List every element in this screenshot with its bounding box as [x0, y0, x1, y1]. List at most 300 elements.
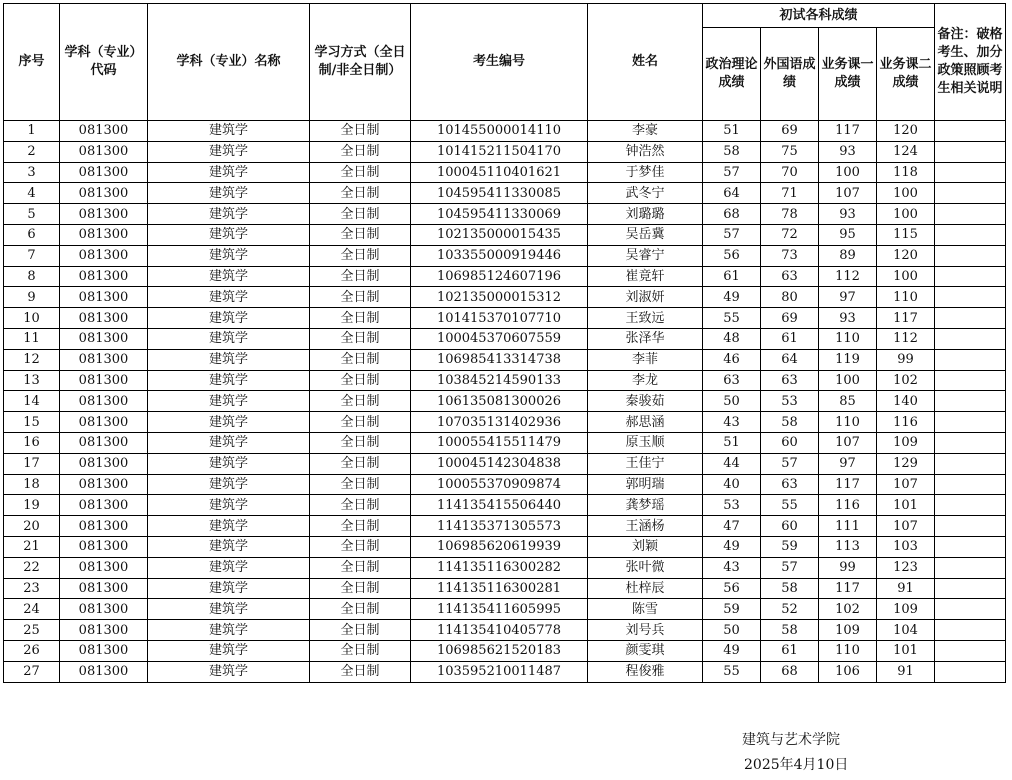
cell-politics: 51	[703, 121, 761, 142]
cell-politics: 43	[703, 557, 761, 578]
cell-foreign: 57	[761, 557, 819, 578]
cell-name: 建筑学	[148, 474, 310, 495]
cell-name: 建筑学	[148, 349, 310, 370]
cell-exam-id: 114135411605995	[411, 599, 588, 620]
cell-politics: 49	[703, 640, 761, 661]
cell-course2: 120	[877, 121, 935, 142]
cell-seq: 1	[4, 121, 60, 142]
cell-exam-id: 100045370607559	[411, 328, 588, 349]
table-row	[4, 640, 1006, 661]
cell-remark	[935, 474, 1006, 495]
cell-seq: 15	[4, 412, 60, 433]
cell-remark	[935, 495, 1006, 516]
cell-remark	[935, 224, 1006, 245]
cell-code: 081300	[60, 328, 148, 349]
cell-name: 建筑学	[148, 640, 310, 661]
cell-name: 建筑学	[148, 287, 310, 308]
cell-politics: 61	[703, 266, 761, 287]
cell-mode: 全日制	[310, 162, 411, 183]
cell-student: 李龙	[588, 370, 703, 391]
table-row	[4, 121, 1006, 142]
cell-course2: 104	[877, 620, 935, 641]
cell-seq: 12	[4, 349, 60, 370]
cell-code: 081300	[60, 349, 148, 370]
cell-exam-id: 101415211504170	[411, 141, 588, 162]
cell-politics: 64	[703, 183, 761, 204]
cell-name: 建筑学	[148, 516, 310, 537]
table-row	[4, 432, 1006, 453]
cell-code: 081300	[60, 495, 148, 516]
cell-course2: 112	[877, 328, 935, 349]
cell-course2: 118	[877, 162, 935, 183]
cell-student: 杜梓辰	[588, 578, 703, 599]
cell-politics: 46	[703, 349, 761, 370]
cell-remark	[935, 370, 1006, 391]
cell-foreign: 78	[761, 204, 819, 225]
cell-exam-id: 106985413314738	[411, 349, 588, 370]
cell-seq: 25	[4, 620, 60, 641]
cell-course1: 95	[819, 224, 877, 245]
cell-course1: 97	[819, 453, 877, 474]
header-politics: 政治理论成绩	[703, 28, 761, 121]
header-foreign: 外国语成绩	[761, 28, 819, 121]
cell-student: 颜雯琪	[588, 640, 703, 661]
cell-politics: 59	[703, 599, 761, 620]
cell-politics: 53	[703, 495, 761, 516]
cell-mode: 全日制	[310, 640, 411, 661]
cell-course2: 109	[877, 432, 935, 453]
cell-course1: 89	[819, 245, 877, 266]
cell-seq: 22	[4, 557, 60, 578]
cell-code: 081300	[60, 578, 148, 599]
footer-org: 建筑与艺术学院	[742, 732, 840, 748]
cell-mode: 全日制	[310, 391, 411, 412]
cell-remark	[935, 162, 1006, 183]
cell-remark	[935, 308, 1006, 329]
cell-remark	[935, 620, 1006, 641]
cell-course2: 100	[877, 204, 935, 225]
cell-name: 建筑学	[148, 453, 310, 474]
cell-politics: 47	[703, 516, 761, 537]
header-mode: 学习方式（全日制/非全日制）	[310, 4, 411, 121]
cell-politics: 50	[703, 620, 761, 641]
cell-seq: 7	[4, 245, 60, 266]
table-row	[4, 599, 1006, 620]
cell-mode: 全日制	[310, 328, 411, 349]
table-row	[4, 412, 1006, 433]
cell-course2: 117	[877, 308, 935, 329]
cell-code: 081300	[60, 391, 148, 412]
cell-seq: 23	[4, 578, 60, 599]
cell-name: 建筑学	[148, 661, 310, 682]
cell-foreign: 63	[761, 474, 819, 495]
cell-course2: 107	[877, 474, 935, 495]
cell-name: 建筑学	[148, 620, 310, 641]
cell-course1: 119	[819, 349, 877, 370]
cell-remark	[935, 266, 1006, 287]
cell-mode: 全日制	[310, 121, 411, 142]
cell-course2: 109	[877, 599, 935, 620]
cell-remark	[935, 245, 1006, 266]
cell-foreign: 63	[761, 266, 819, 287]
cell-course2: 120	[877, 245, 935, 266]
cell-name: 建筑学	[148, 432, 310, 453]
cell-mode: 全日制	[310, 453, 411, 474]
cell-exam-id: 107035131402936	[411, 412, 588, 433]
cell-course1: 113	[819, 536, 877, 557]
cell-remark	[935, 536, 1006, 557]
cell-code: 081300	[60, 287, 148, 308]
cell-politics: 49	[703, 536, 761, 557]
cell-name: 建筑学	[148, 578, 310, 599]
cell-foreign: 64	[761, 349, 819, 370]
header-remark: 备注：破格考生、加分政策照顾考生相关说明	[935, 4, 1006, 121]
table-row	[4, 162, 1006, 183]
table-row	[4, 141, 1006, 162]
cell-exam-id: 100045110401621	[411, 162, 588, 183]
cell-remark	[935, 204, 1006, 225]
table-row	[4, 557, 1006, 578]
cell-seq: 24	[4, 599, 60, 620]
cell-course2: 100	[877, 183, 935, 204]
cell-name: 建筑学	[148, 370, 310, 391]
cell-politics: 40	[703, 474, 761, 495]
cell-name: 建筑学	[148, 308, 310, 329]
cell-remark	[935, 141, 1006, 162]
cell-name: 建筑学	[148, 162, 310, 183]
cell-remark	[935, 578, 1006, 599]
cell-foreign: 70	[761, 162, 819, 183]
cell-foreign: 80	[761, 287, 819, 308]
cell-exam-id: 104595411330085	[411, 183, 588, 204]
cell-politics: 55	[703, 308, 761, 329]
cell-name: 建筑学	[148, 536, 310, 557]
cell-name: 建筑学	[148, 224, 310, 245]
cell-course2: 124	[877, 141, 935, 162]
cell-mode: 全日制	[310, 204, 411, 225]
cell-mode: 全日制	[310, 474, 411, 495]
cell-exam-id: 114135116300282	[411, 557, 588, 578]
cell-student: 吴睿宁	[588, 245, 703, 266]
cell-foreign: 68	[761, 661, 819, 682]
cell-seq: 8	[4, 266, 60, 287]
cell-politics: 56	[703, 245, 761, 266]
cell-mode: 全日制	[310, 620, 411, 641]
cell-politics: 56	[703, 578, 761, 599]
cell-name: 建筑学	[148, 245, 310, 266]
cell-mode: 全日制	[310, 287, 411, 308]
cell-course1: 107	[819, 432, 877, 453]
cell-remark	[935, 349, 1006, 370]
cell-seq: 11	[4, 328, 60, 349]
cell-exam-id: 106985620619939	[411, 536, 588, 557]
header-course1: 业务课一成绩	[819, 28, 877, 121]
cell-exam-id: 114135371305573	[411, 516, 588, 537]
cell-code: 081300	[60, 474, 148, 495]
cell-politics: 44	[703, 453, 761, 474]
cell-course1: 110	[819, 328, 877, 349]
cell-code: 081300	[60, 183, 148, 204]
cell-politics: 43	[703, 412, 761, 433]
cell-student: 张泽华	[588, 328, 703, 349]
cell-code: 081300	[60, 599, 148, 620]
table-row	[4, 287, 1006, 308]
cell-code: 081300	[60, 204, 148, 225]
cell-foreign: 72	[761, 224, 819, 245]
cell-foreign: 73	[761, 245, 819, 266]
cell-mode: 全日制	[310, 266, 411, 287]
cell-foreign: 71	[761, 183, 819, 204]
cell-mode: 全日制	[310, 183, 411, 204]
table-row	[4, 474, 1006, 495]
cell-name: 建筑学	[148, 204, 310, 225]
header-seq: 序号	[4, 4, 60, 121]
table-row	[4, 453, 1006, 474]
cell-course1: 106	[819, 661, 877, 682]
cell-student: 王佳宁	[588, 453, 703, 474]
cell-code: 081300	[60, 557, 148, 578]
cell-code: 081300	[60, 536, 148, 557]
cell-code: 081300	[60, 266, 148, 287]
footer-date: 2025年4月10日	[744, 757, 849, 773]
cell-code: 081300	[60, 661, 148, 682]
cell-seq: 21	[4, 536, 60, 557]
cell-student: 于梦佳	[588, 162, 703, 183]
cell-mode: 全日制	[310, 661, 411, 682]
cell-course2: 140	[877, 391, 935, 412]
cell-student: 郭明瑞	[588, 474, 703, 495]
cell-exam-id: 114135415506440	[411, 495, 588, 516]
cell-foreign: 58	[761, 412, 819, 433]
cell-course1: 117	[819, 578, 877, 599]
table-row	[4, 536, 1006, 557]
cell-seq: 14	[4, 391, 60, 412]
cell-exam-id: 100055370909874	[411, 474, 588, 495]
cell-name: 建筑学	[148, 141, 310, 162]
cell-exam-id: 106135081300026	[411, 391, 588, 412]
table-row	[4, 516, 1006, 537]
cell-mode: 全日制	[310, 412, 411, 433]
cell-code: 081300	[60, 370, 148, 391]
cell-student: 刘号兵	[588, 620, 703, 641]
cell-student: 崔竟轩	[588, 266, 703, 287]
cell-remark	[935, 328, 1006, 349]
cell-name: 建筑学	[148, 121, 310, 142]
cell-code: 081300	[60, 640, 148, 661]
cell-student: 陈雪	[588, 599, 703, 620]
cell-mode: 全日制	[310, 557, 411, 578]
cell-foreign: 75	[761, 141, 819, 162]
cell-mode: 全日制	[310, 516, 411, 537]
cell-course2: 123	[877, 557, 935, 578]
cell-foreign: 61	[761, 640, 819, 661]
cell-mode: 全日制	[310, 370, 411, 391]
cell-course2: 99	[877, 349, 935, 370]
cell-student: 张叶微	[588, 557, 703, 578]
table-row	[4, 245, 1006, 266]
cell-foreign: 63	[761, 370, 819, 391]
cell-student: 龚梦瑶	[588, 495, 703, 516]
cell-course2: 103	[877, 536, 935, 557]
table-row	[4, 349, 1006, 370]
cell-code: 081300	[60, 245, 148, 266]
cell-course2: 129	[877, 453, 935, 474]
cell-foreign: 61	[761, 328, 819, 349]
score-table	[3, 3, 1006, 683]
cell-mode: 全日制	[310, 349, 411, 370]
cell-course2: 101	[877, 640, 935, 661]
cell-remark	[935, 640, 1006, 661]
cell-politics: 63	[703, 370, 761, 391]
cell-course1: 107	[819, 183, 877, 204]
cell-course1: 110	[819, 412, 877, 433]
table-row	[4, 328, 1006, 349]
table-row	[4, 204, 1006, 225]
table-row	[4, 620, 1006, 641]
header-code: 学科（专业）代码	[60, 4, 148, 121]
cell-seq: 16	[4, 432, 60, 453]
cell-seq: 13	[4, 370, 60, 391]
cell-remark	[935, 121, 1006, 142]
cell-exam-id: 100055415511479	[411, 432, 588, 453]
cell-seq: 18	[4, 474, 60, 495]
table-row	[4, 308, 1006, 329]
cell-course2: 91	[877, 578, 935, 599]
cell-foreign: 69	[761, 308, 819, 329]
table-row	[4, 183, 1006, 204]
cell-course1: 93	[819, 308, 877, 329]
cell-course2: 102	[877, 370, 935, 391]
table-row	[4, 661, 1006, 682]
cell-student: 王致远	[588, 308, 703, 329]
cell-seq: 19	[4, 495, 60, 516]
cell-exam-id: 102135000015435	[411, 224, 588, 245]
cell-student: 郝思涵	[588, 412, 703, 433]
cell-student: 王涵杨	[588, 516, 703, 537]
cell-remark	[935, 412, 1006, 433]
cell-politics: 57	[703, 162, 761, 183]
table-row	[4, 370, 1006, 391]
cell-code: 081300	[60, 308, 148, 329]
cell-politics: 55	[703, 661, 761, 682]
table-row	[4, 495, 1006, 516]
cell-mode: 全日制	[310, 578, 411, 599]
table-body	[4, 121, 1006, 683]
cell-student: 武冬宁	[588, 183, 703, 204]
cell-foreign: 60	[761, 432, 819, 453]
cell-exam-id: 102135000015312	[411, 287, 588, 308]
cell-seq: 27	[4, 661, 60, 682]
cell-student: 秦骏茹	[588, 391, 703, 412]
table-row	[4, 266, 1006, 287]
cell-seq: 20	[4, 516, 60, 537]
cell-code: 081300	[60, 162, 148, 183]
cell-politics: 48	[703, 328, 761, 349]
cell-remark	[935, 287, 1006, 308]
cell-course1: 85	[819, 391, 877, 412]
cell-exam-id: 103355000919446	[411, 245, 588, 266]
cell-course1: 100	[819, 370, 877, 391]
cell-remark	[935, 516, 1006, 537]
cell-foreign: 53	[761, 391, 819, 412]
cell-exam-id: 101455000014110	[411, 121, 588, 142]
cell-politics: 68	[703, 204, 761, 225]
header-score-group: 初试各科成绩	[703, 4, 935, 28]
cell-course2: 116	[877, 412, 935, 433]
cell-exam-id: 101415370107710	[411, 308, 588, 329]
cell-exam-id: 114135116300281	[411, 578, 588, 599]
cell-course2: 110	[877, 287, 935, 308]
cell-student: 李菲	[588, 349, 703, 370]
cell-seq: 2	[4, 141, 60, 162]
cell-politics: 49	[703, 287, 761, 308]
cell-seq: 17	[4, 453, 60, 474]
cell-mode: 全日制	[310, 432, 411, 453]
cell-student: 吴岳冀	[588, 224, 703, 245]
cell-student: 刘颖	[588, 536, 703, 557]
cell-code: 081300	[60, 453, 148, 474]
cell-seq: 6	[4, 224, 60, 245]
cell-politics: 50	[703, 391, 761, 412]
cell-code: 081300	[60, 620, 148, 641]
cell-code: 081300	[60, 516, 148, 537]
cell-student: 刘淑妍	[588, 287, 703, 308]
cell-course2: 100	[877, 266, 935, 287]
cell-mode: 全日制	[310, 245, 411, 266]
cell-course1: 117	[819, 474, 877, 495]
cell-name: 建筑学	[148, 412, 310, 433]
cell-mode: 全日制	[310, 224, 411, 245]
cell-course1: 117	[819, 121, 877, 142]
cell-course1: 112	[819, 266, 877, 287]
cell-course2: 101	[877, 495, 935, 516]
table-row	[4, 578, 1006, 599]
cell-code: 081300	[60, 224, 148, 245]
cell-student: 原玉顺	[588, 432, 703, 453]
cell-course2: 115	[877, 224, 935, 245]
cell-remark	[935, 453, 1006, 474]
cell-exam-id: 103595210011487	[411, 661, 588, 682]
cell-course1: 116	[819, 495, 877, 516]
cell-politics: 57	[703, 224, 761, 245]
cell-course1: 102	[819, 599, 877, 620]
cell-politics: 51	[703, 432, 761, 453]
cell-student: 李豪	[588, 121, 703, 142]
cell-foreign: 58	[761, 578, 819, 599]
cell-course1: 93	[819, 204, 877, 225]
cell-course1: 111	[819, 516, 877, 537]
cell-course1: 99	[819, 557, 877, 578]
cell-seq: 10	[4, 308, 60, 329]
cell-seq: 4	[4, 183, 60, 204]
cell-foreign: 57	[761, 453, 819, 474]
cell-foreign: 69	[761, 121, 819, 142]
cell-remark	[935, 557, 1006, 578]
cell-course2: 107	[877, 516, 935, 537]
cell-course1: 93	[819, 141, 877, 162]
cell-name: 建筑学	[148, 183, 310, 204]
cell-name: 建筑学	[148, 599, 310, 620]
cell-name: 建筑学	[148, 495, 310, 516]
cell-mode: 全日制	[310, 308, 411, 329]
cell-code: 081300	[60, 121, 148, 142]
cell-remark	[935, 661, 1006, 682]
cell-seq: 9	[4, 287, 60, 308]
cell-code: 081300	[60, 412, 148, 433]
cell-name: 建筑学	[148, 266, 310, 287]
cell-foreign: 58	[761, 620, 819, 641]
cell-seq: 5	[4, 204, 60, 225]
